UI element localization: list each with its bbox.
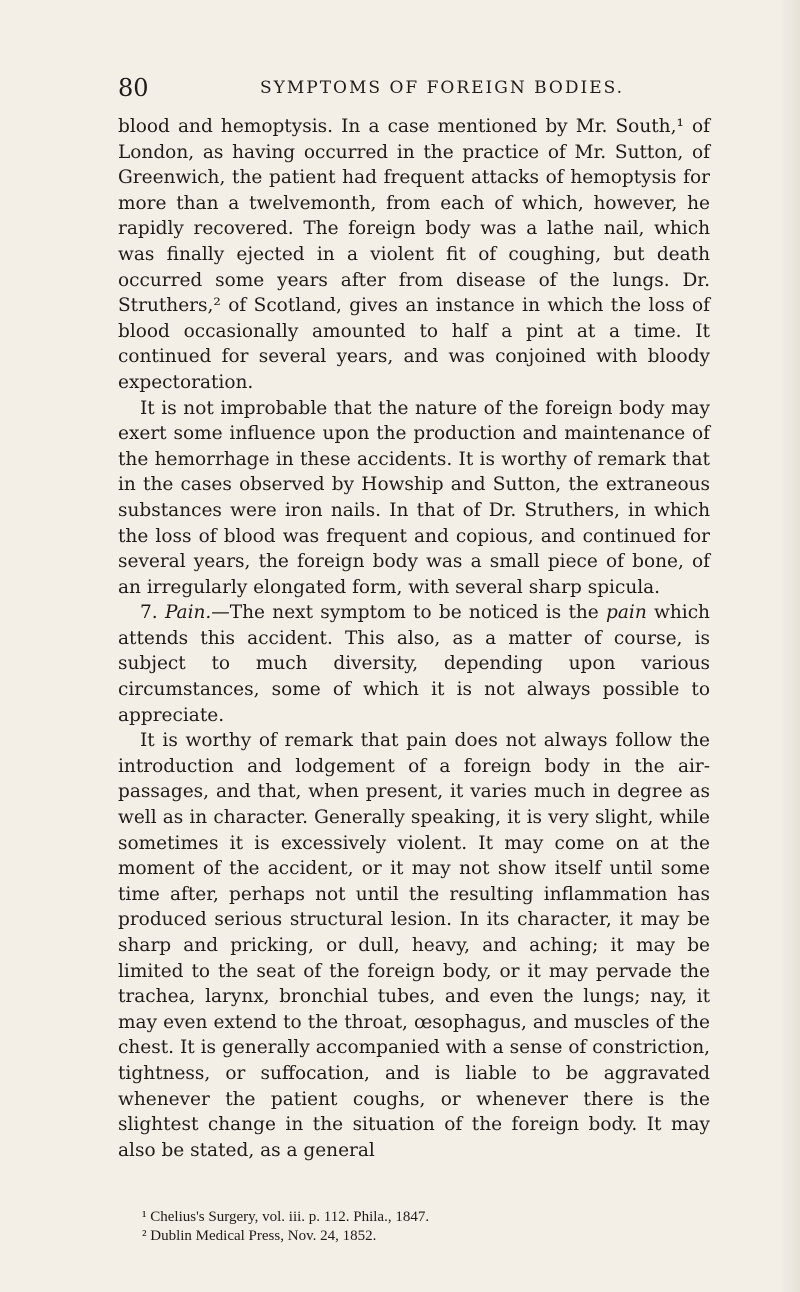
running-title: SYMPTOMS OF FOREIGN BODIES.	[260, 78, 625, 98]
paragraph-pain-intro	[118, 600, 710, 728]
pain-emphasis: pain	[606, 602, 647, 624]
section-heading-pain: Pain.	[164, 602, 212, 624]
footnote-2: ² Dublin Medical Press, Nov. 24, 1852.	[142, 1228, 377, 1244]
page-edge-shadow	[778, 0, 800, 1292]
page-header	[118, 74, 710, 104]
paragraph-hemoptysis-cases: blood and hemoptysis. In a case mentioned by Mr. South,¹ of London, as having occurred in the practice of Mr. Sutton, of Greenwich, the patient had frequent attacks of hemoptysis for more than a twelvemonth, from each of which, however, he rapidly recovered. The foreign body was a lathe nail, which was finally ejected in a violent fit of coughing, but death occurred some years after from disease of the lungs. Dr. Struthers,² of Scotland, gives an instance in which the loss of blood occasionally amounted to half a pint at a time. It continued for several years, and was conjoined with bloody expectoration.	[118, 116, 710, 393]
paragraph-nature-of-foreign-body: It is not improbable that the nature of the foreign body may exert some influence upon the production and maintenance of the hemorrhage in these accidents. It is worthy of remark that in the cases observed by Howship and Sutton, the extraneous substances were iron nails. In that of Dr. Struthers, in which the loss of blood was frequent and copious, and continued for several years, the foreign body was a small piece of bone, of an irregularly elongated form, with several sharp spicula.	[118, 397, 710, 598]
paragraph-pain-character: It is worthy of remark that pain does not always follow the introduction and lodgement of a foreign body in the air-passages, and that, when present, it varies much in degree as well as in character. Generally speaking, it is very slight, while sometimes it is excessively violent. It may come on at the moment of the accident, or it may not show itself until some time after, perhaps not until the resulting inflammation has produced serious structural lesion. In its character, it may be sharp and pricking, or dull, heavy, and aching; it may be limited to the seat of the foreign body, or it may pervade the trachea, larynx, bronchial tubes, and even the lungs; nay, it may even extend to the throat, œsophagus, and muscles of the chest. It is generally accompanied with a sense of constriction, tightness, or suffocation, and is liable to be aggravated whenever the patient coughs, or whenever there is the slightest change in the situation of the foreign body. It may also be stated, as a general	[118, 730, 710, 1161]
pain-intro-text-a: —The next symptom to be noticed is the	[211, 602, 599, 624]
pain-intro-text-b: which attends this accident. This also, as a matter of course, is subject to much diversity, depending upon various circumstances, some of which it is not always possible to appreciate.	[118, 602, 710, 726]
page-number: 80	[118, 74, 149, 102]
body-text	[118, 114, 710, 1163]
footnotes	[118, 1208, 710, 1246]
section-number: 7.	[140, 602, 158, 624]
footnote-1: ¹ Chelius's Surgery, vol. iii. p. 112. Phila., 1847.	[142, 1209, 430, 1225]
